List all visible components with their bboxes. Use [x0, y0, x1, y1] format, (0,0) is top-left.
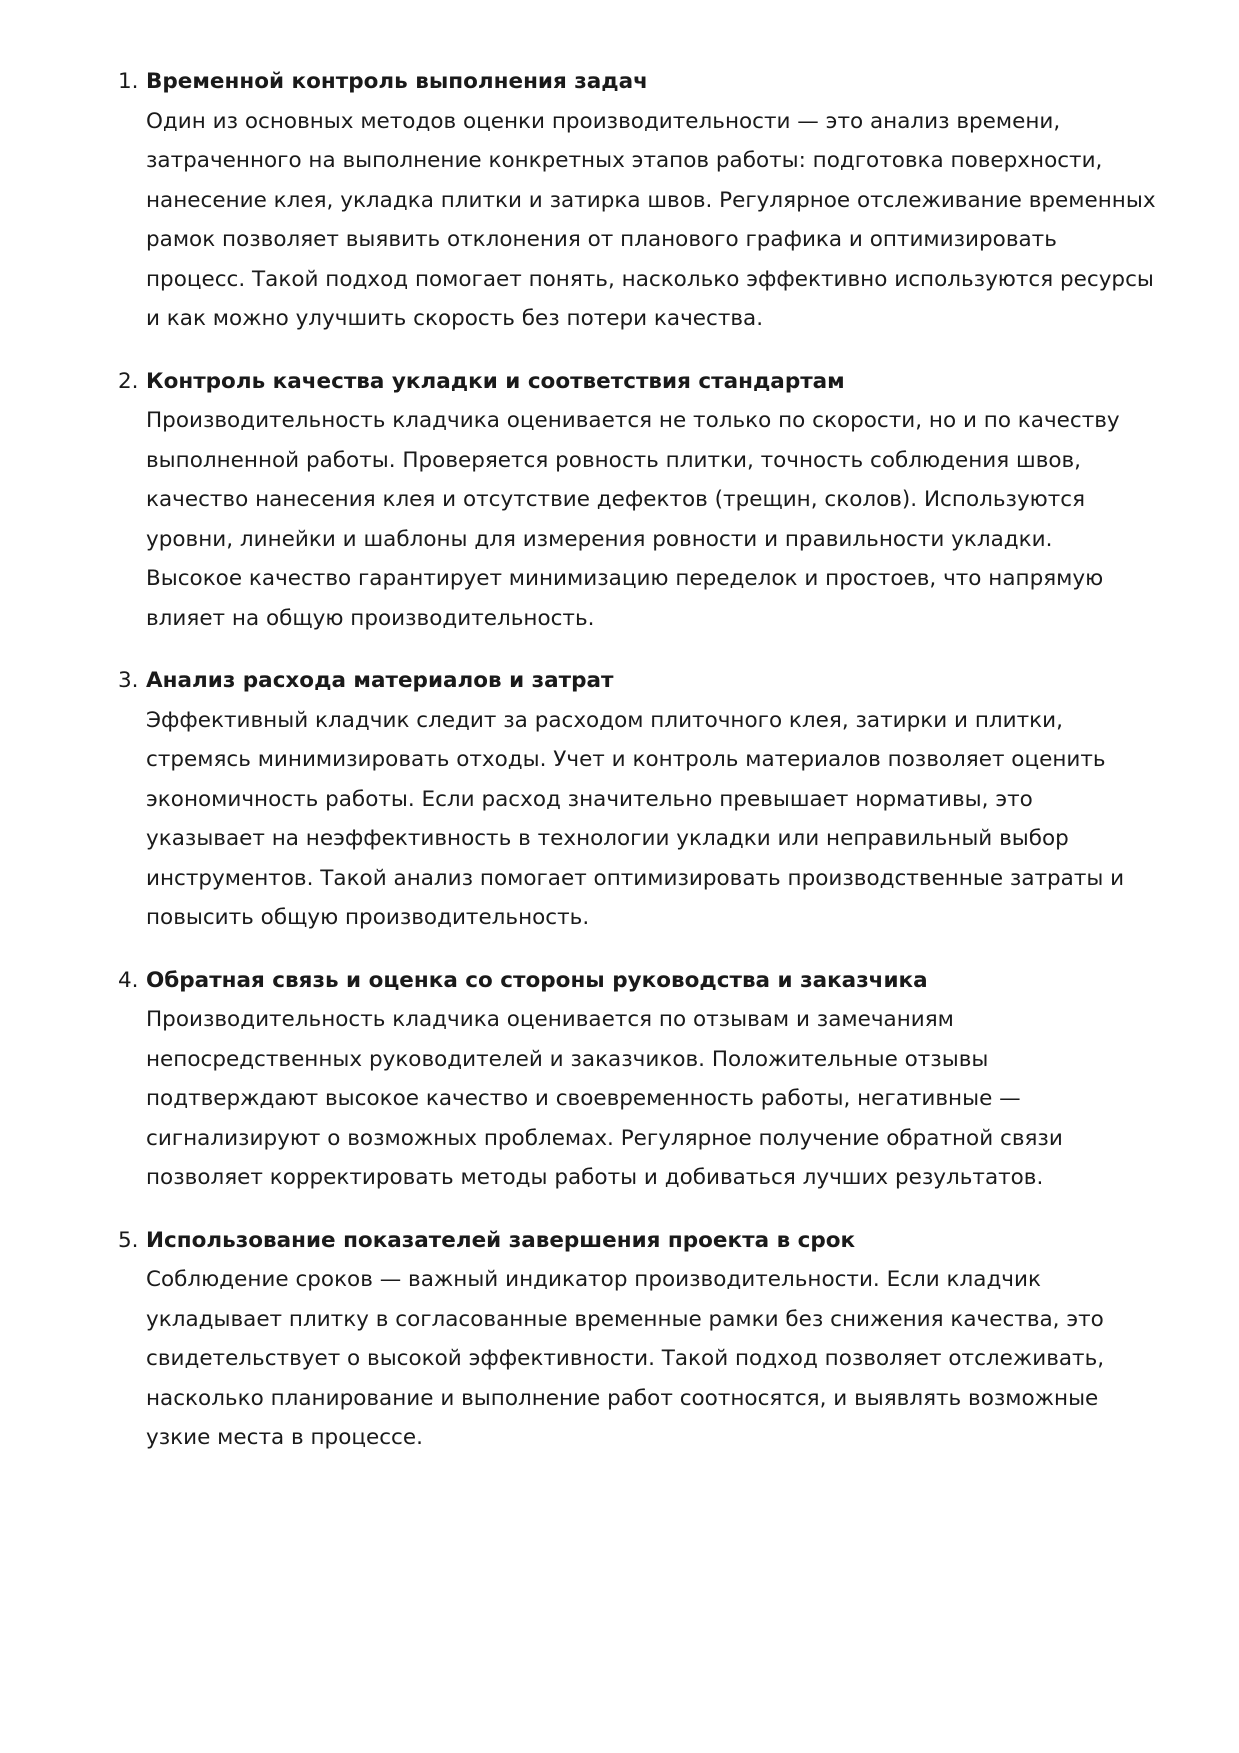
text-line: указывает на неэффективность в технологии укладки или неправильный выбор: [146, 826, 1069, 851]
item-title: Временной контроль выполнения задач: [146, 69, 648, 94]
text-line: насколько планирование и выполнение работ соотносятся, и выявлять возможные: [146, 1385, 1099, 1411]
text-line: Производительность кладчика оценивается не только по скорости, но и по качеству: [146, 408, 1120, 433]
item-text: [146, 1000, 1158, 1198]
item-text: [146, 401, 1158, 638]
list-item: [118, 362, 1158, 639]
item-text: [146, 1260, 1158, 1458]
text-line: Эффективный кладчик следит за расходом плиточного клея, затирки и плитки,: [146, 707, 1063, 733]
text-line: процесс. Такой подход помогает понять, насколько эффективно используются ресурсы: [146, 266, 1154, 292]
text-line: экономичность работы. Если расход значительно превышает нормативы, это: [146, 786, 1033, 812]
text-line: повысить общую производительность.: [146, 905, 590, 930]
item-number: 2.: [118, 368, 139, 394]
item-text: [146, 701, 1158, 938]
text-line: укладывает плитку в согласованные временные рамки без снижения качества, это: [146, 1306, 1104, 1332]
text-line: узкие места в процессе.: [146, 1425, 423, 1450]
list-item: [118, 661, 1158, 938]
text-line: рамок позволяет выявить отклонения от планового графика и оптимизировать: [146, 227, 1057, 252]
text-line: свидетельствует о высокой эффективности. Такой подход позволяет отслеживать,: [146, 1346, 1105, 1371]
text-line: нанесение клея, укладка плитки и затирка швов. Регулярное отслеживание временных: [146, 187, 1156, 213]
text-line: влияет на общую производительность.: [146, 605, 595, 631]
item-number: 1.: [118, 69, 139, 94]
item-title: Контроль качества укладки и соответствия стандартам: [146, 368, 845, 394]
text-line: выполненной работы. Проверяется ровность плитки, точность соблюдения швов,: [146, 447, 1082, 473]
text-line: стремясь минимизировать отходы. Учет и контроль материалов позволяет оценить: [146, 747, 1106, 772]
list-item: [118, 961, 1158, 1198]
text-line: Высокое качество гарантирует минимизацию переделок и простоев, что напрямую: [146, 566, 1104, 591]
text-line: непосредственных руководителей и заказчиков. Положительные отзывы: [146, 1046, 989, 1072]
text-line: Соблюдение сроков — важный индикатор производительности. Если кладчик: [146, 1267, 1041, 1292]
item-title: Использование показателей завершения проекта в срок: [146, 1227, 856, 1253]
item-number: 4.: [118, 967, 139, 993]
text-line: инструментов. Такой анализ помогает оптимизировать производственные затраты и: [146, 865, 1125, 891]
item-number: 3.: [118, 668, 139, 693]
text-line: затраченного на выполнение конкретных этапов работы: подготовка поверхности,: [146, 148, 1103, 173]
text-line: Один из основных методов оценки производительности — это анализ времени,: [146, 108, 1061, 134]
list-item: [118, 62, 1158, 339]
item-number: 5.: [118, 1227, 139, 1253]
text-line: подтверждают высокое качество и своевременность работы, негативные —: [146, 1086, 1021, 1111]
item-title: Анализ расхода материалов и затрат: [146, 668, 614, 693]
text-line: и как можно улучшить скорость без потери качества.: [146, 306, 764, 331]
text-line: уровни, линейки и шаблоны для измерения ровности и правильности укладки.: [146, 526, 1053, 552]
text-line: позволяет корректировать методы работы и добиваться лучших результатов.: [146, 1165, 1044, 1190]
item-title: Обратная связь и оценка со стороны руководства и заказчика: [146, 967, 928, 993]
text-line: качество нанесения клея и отсутствие дефектов (трещин, сколов). Используются: [146, 487, 1086, 512]
item-text: [146, 102, 1158, 339]
text-line: сигнализируют о возможных проблемах. Регулярное получение обратной связи: [146, 1125, 1063, 1151]
list-item: [118, 1221, 1158, 1458]
text-line: Производительность кладчика оценивается по отзывам и замечаниям: [146, 1007, 954, 1032]
numbered-list: [118, 62, 1158, 1481]
